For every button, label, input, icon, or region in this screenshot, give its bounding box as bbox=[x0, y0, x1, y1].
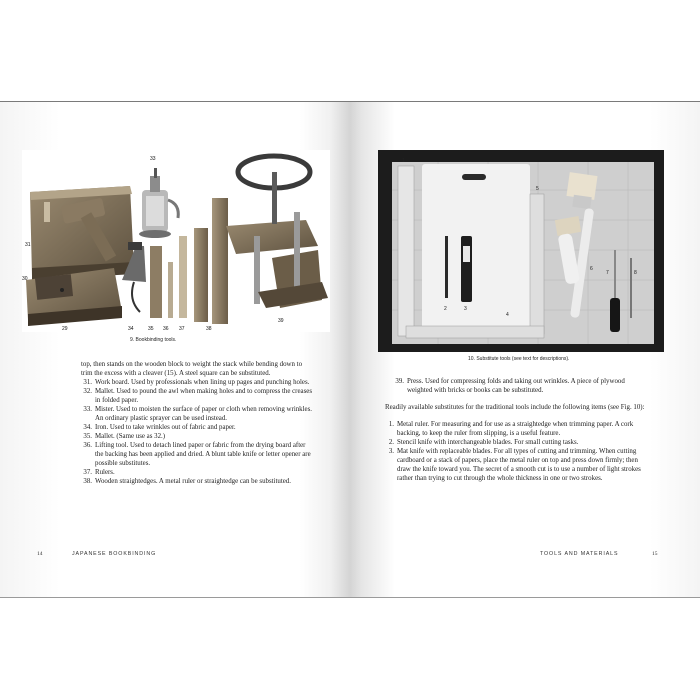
lifting-tool bbox=[168, 262, 173, 318]
list-item: 34. Iron. Used to take wrinkles out of fabric and paper. bbox=[83, 424, 236, 431]
running-head-right: TOOLS AND MATERIALS bbox=[540, 551, 619, 557]
page-number-right: 15 bbox=[652, 551, 658, 557]
wooden-straightedges bbox=[194, 198, 228, 324]
figure-label-31: 31 bbox=[25, 242, 31, 248]
figure-label-29: 29 bbox=[62, 326, 68, 332]
paragraph-intro: Readily available substitutes for the traditional tools include the following items (see Fig. 10): bbox=[385, 404, 645, 411]
figure-caption-9: 9. Bookbinding tools. bbox=[130, 337, 177, 343]
substitute-tools-illustration bbox=[378, 150, 664, 352]
page-number-left: 14 bbox=[37, 551, 43, 557]
mat-knife bbox=[461, 236, 472, 302]
figure-label-4: 4 bbox=[506, 312, 509, 318]
bookbinding-tools-photo bbox=[22, 150, 330, 332]
figure-label-6: 6 bbox=[590, 266, 593, 272]
figure-label-30: 30 bbox=[22, 276, 28, 282]
list-item: 37. Rulers. bbox=[83, 469, 115, 476]
list-item: 36. Lifting tool. Used to detach lined paper or fabric from the drying board after the backing has been applied and dried. A blunt table knife or letter opener are possible substitutes. bbox=[83, 442, 311, 467]
figure-label-37: 37 bbox=[179, 326, 185, 332]
list-item: 32. Mallet. Used to pound the awl when making holes and to compress the creases in folded paper. bbox=[83, 388, 313, 404]
figure-label-7: 7 bbox=[606, 270, 609, 276]
running-head-left: JAPANESE BOOKBINDING bbox=[72, 551, 157, 557]
figure-label-3: 3 bbox=[464, 306, 467, 312]
paragraph-continued: top, then stands on the wooden block to weight the stack while bending down to trim the excess with a cleaver (15). A steel square can be substituted. bbox=[81, 361, 303, 377]
bookbinding-tools-illustration bbox=[22, 150, 330, 332]
list-item: 1. Metal ruler. For measuring and for use as a straightedge when trimming paper. A cork backing, to keep the ruler from slipping, is a useful feature. bbox=[388, 421, 634, 437]
cutting-board bbox=[422, 164, 530, 330]
mister bbox=[139, 168, 178, 238]
figure-label-35: 35 bbox=[148, 326, 154, 332]
figure-label-1: 1 bbox=[402, 158, 405, 164]
figure-label-5: 5 bbox=[536, 186, 539, 192]
left-page-text bbox=[81, 360, 313, 486]
figure-label-2: 2 bbox=[444, 306, 447, 312]
figure-label-38: 38 bbox=[206, 326, 212, 332]
figure-label-8: 8 bbox=[634, 270, 637, 276]
stencil-knife bbox=[445, 236, 448, 298]
list-item: 31. Work board. Used by professionals when lining up pages and punching holes. bbox=[83, 379, 310, 386]
list-item: 39. Press. Used for compressing folds and taking out wrinkles. A piece of plywood weighted with bricks or books can be substituted. bbox=[395, 378, 625, 394]
substitute-tools-photo bbox=[378, 150, 664, 352]
list-item: 33. Mister. Used to moisten the surface of paper or cloth when removing wrinkles. An ordinary plastic sprayer can be used instead. bbox=[83, 406, 313, 422]
figure-label-36: 36 bbox=[163, 326, 169, 332]
right-page-text bbox=[385, 377, 647, 483]
press bbox=[226, 156, 328, 308]
metal-ruler bbox=[398, 166, 414, 336]
figure-caption-10: 10. Substitute tools (see text for descriptions). bbox=[468, 356, 570, 362]
figure-label-33: 33 bbox=[150, 156, 156, 162]
ruler bbox=[179, 236, 187, 318]
work-board bbox=[30, 186, 134, 280]
list-item: 35. Mallet. (Same use as 32.) bbox=[83, 433, 166, 440]
list-item: 2. Stencil knife with interchangeable blades. For small cutting tasks. bbox=[388, 439, 579, 446]
mallet-small bbox=[150, 246, 162, 318]
figure-label-34: 34 bbox=[128, 326, 134, 332]
list-item: 3. Mat knife with replaceable blades. For all types of cutting and trimming. When cutting cardboard or a stack of papers, place the metal ruler on top and press down firmly; then draw the knife toward you. The secret of a smooth cut is to use a number of light strokes rather than trying to cut through the whole thickness in one or two strokes. bbox=[388, 448, 641, 482]
list-item: 38. Wooden straightedges. A metal ruler or straightedge can be substituted. bbox=[83, 478, 291, 485]
pin-tool bbox=[630, 258, 632, 318]
figure-label-39: 39 bbox=[278, 318, 284, 324]
